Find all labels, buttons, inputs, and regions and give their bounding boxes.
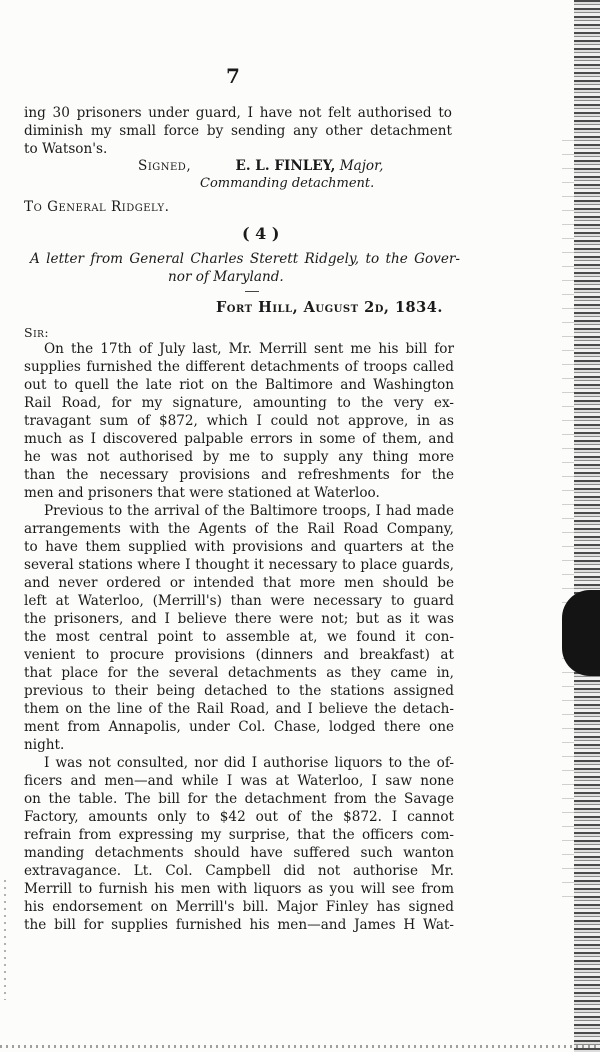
- body-line: them on the line of the Rail Road, and I believe the detach-: [24, 701, 454, 717]
- body-line: the bill for supplies furnished his men—and James H Wat-: [24, 917, 454, 933]
- document-number: ( 4 ): [242, 224, 280, 243]
- body-line: arrangements with the Agents of the Rail Road Company,: [24, 521, 454, 537]
- page-left-edge: [4, 880, 6, 1000]
- signer-name: E. L. FINLEY,: [235, 158, 336, 174]
- signer-title: Major,: [339, 158, 384, 174]
- continuation-line: diminish my small force by sending any other detachment: [24, 123, 452, 139]
- body-line: Previous to the arrival of the Baltimore troops, I had made: [44, 503, 454, 519]
- body-line: he was not authorised by me to supply any thing more: [24, 449, 454, 465]
- book-spine-edge: [574, 0, 600, 1052]
- body-line: than the necessary provisions and refreshments for the: [24, 467, 454, 483]
- body-line: night.: [24, 737, 65, 753]
- signer-subtitle: Commanding detachment.: [200, 176, 375, 191]
- signed-label: Signed,: [138, 158, 192, 174]
- letter-heading-line: A letter from General Charles Sterett Ridgely, to the Gover-: [30, 251, 460, 267]
- body-line: ficers and men—and while I was at Waterloo, I saw none: [24, 773, 454, 789]
- body-line: venient to procure provisions (dinners and breakfast) at: [24, 647, 454, 663]
- recipient: To General Ridgely.: [24, 199, 170, 215]
- body-line: and never ordered or intended that more men should be: [24, 575, 454, 591]
- page-number: 7: [226, 64, 240, 88]
- body-line: out to quell the late riot on the Baltimore and Washington: [24, 377, 454, 393]
- body-line: the prisoners, and I believe there were not; but as it was: [24, 611, 454, 627]
- body-line: manding detachments should have suffered such wanton: [24, 845, 454, 861]
- body-line: ment from Annapolis, under Col. Chase, lodged there one: [24, 719, 454, 735]
- continuation-line: to Watson's.: [24, 141, 108, 157]
- body-line: Merrill to furnish his men with liquors as you will see from: [24, 881, 454, 897]
- continuation-line: ing 30 prisoners under guard, I have not felt authorised to: [24, 105, 452, 121]
- body-line: travagant sum of $872, which I could not approve, in as: [24, 413, 454, 429]
- body-line: left at Waterloo, (Merrill's) than were necessary to guard: [24, 593, 454, 609]
- dateline: Fort Hill, August 2d, 1834.: [216, 299, 443, 316]
- body-line: that place for the several detachments as they came in,: [24, 665, 454, 681]
- salutation: Sir:: [24, 325, 50, 340]
- body-line: several stations where I thought it necessary to place guards,: [24, 557, 454, 573]
- page-clamp: [562, 590, 600, 676]
- body-line: supplies furnished the different detachments of troops called: [24, 359, 454, 375]
- body-line: Factory, amounts only to $42 out of the $872. I cannot: [24, 809, 454, 825]
- body-line: his endorsement on Merrill's bill. Major Finley has signed: [24, 899, 454, 915]
- body-line: the most central point to assemble at, we found it con-: [24, 629, 454, 645]
- body-line: on the table. The bill for the detachment from the Savage: [24, 791, 454, 807]
- divider: [245, 291, 259, 292]
- body-line: refrain from expressing my surprise, that the officers com-: [24, 827, 454, 843]
- body-line: I was not consulted, nor did I authorise liquors to the of-: [44, 755, 454, 771]
- signature-block: [138, 158, 438, 174]
- body-line: On the 17th of July last, Mr. Merrill sent me his bill for: [44, 341, 454, 357]
- body-line: men and prisoners that were stationed at Waterloo.: [24, 485, 380, 501]
- body-line: previous to their being detached to the stations assigned: [24, 683, 454, 699]
- binding-holes: [562, 140, 574, 900]
- body-line: Rail Road, for my signature, amounting to the very ex-: [24, 395, 454, 411]
- letter-heading-line: nor of Maryland.: [168, 269, 284, 285]
- body-line: much as I discovered palpable errors in some of them, and: [24, 431, 454, 447]
- page-bottom-edge: [0, 1045, 600, 1048]
- body-line: to have them supplied with provisions and quarters at the: [24, 539, 454, 555]
- body-line: extravagance. Lt. Col. Campbell did not authorise Mr.: [24, 863, 454, 879]
